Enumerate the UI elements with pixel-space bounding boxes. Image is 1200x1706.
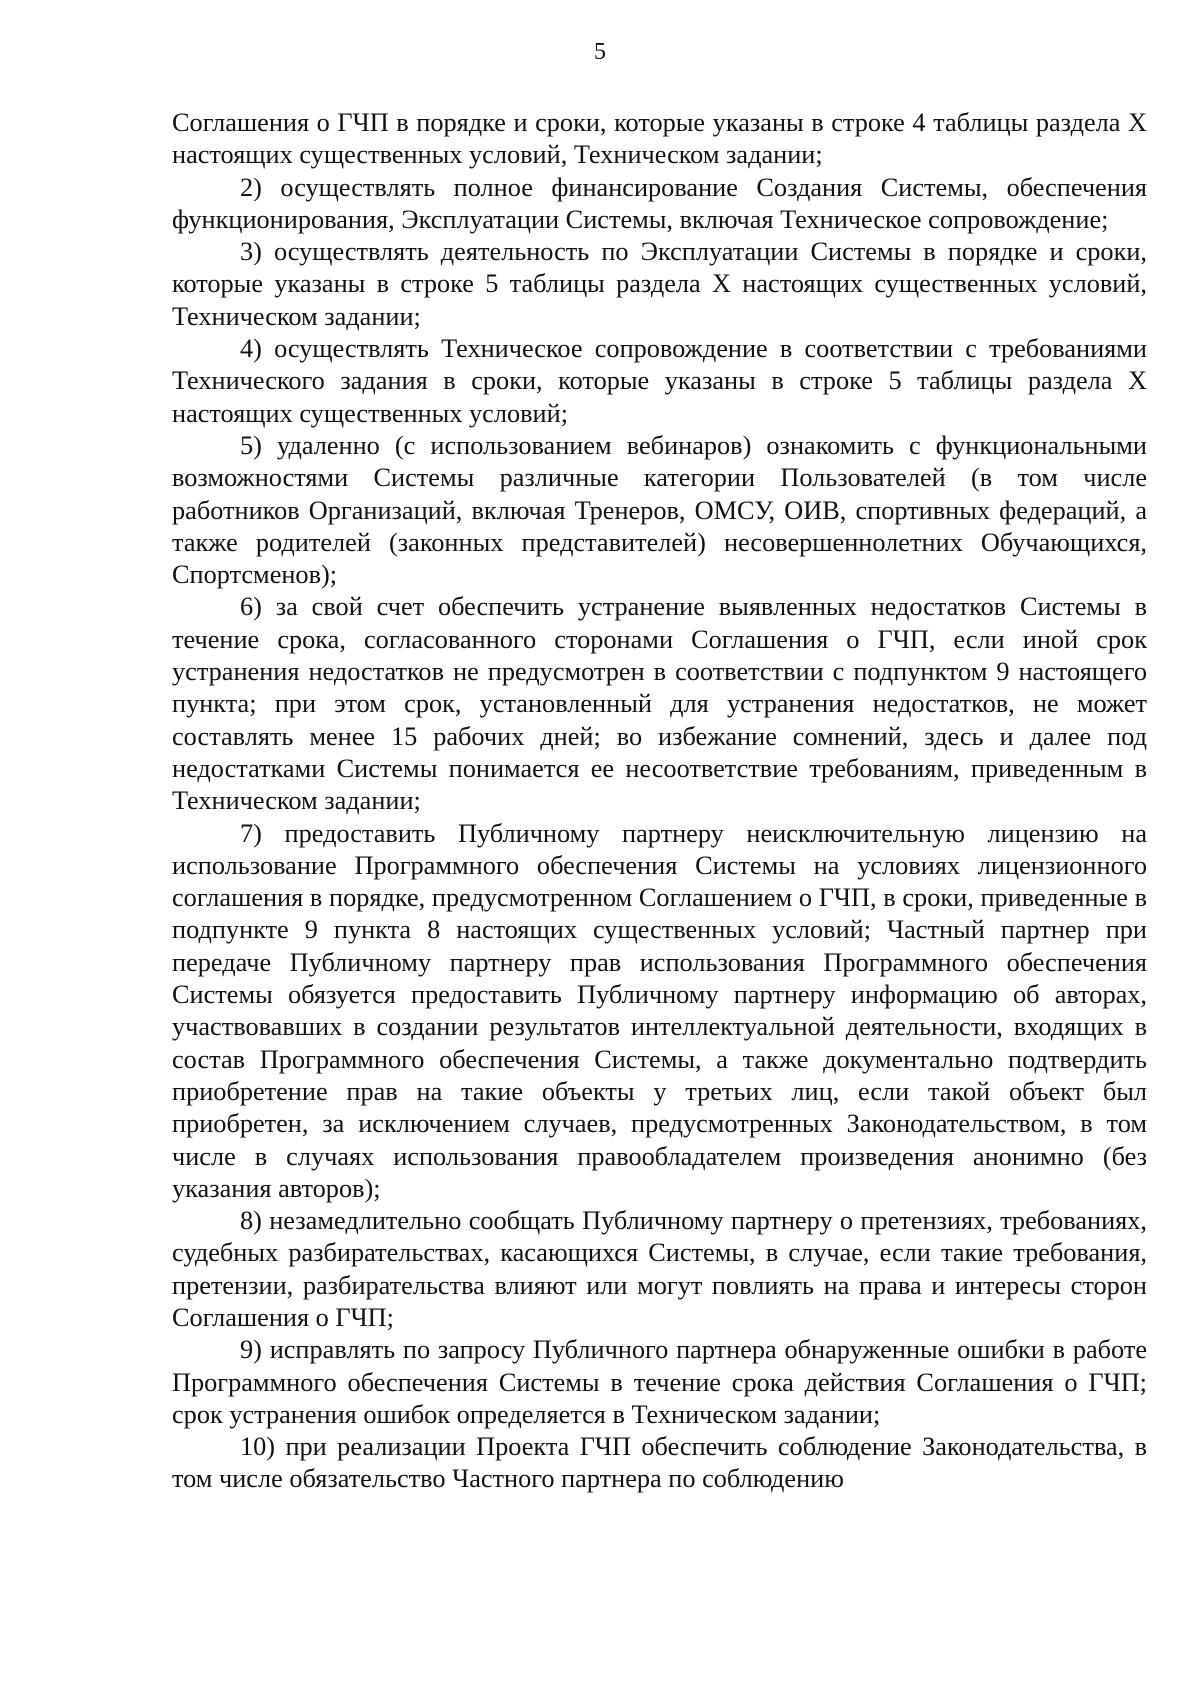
paragraph-continuation: Соглашения о ГЧП в порядке и сроки, которые указаны в строке 4 таблицы раздела X настоящих существенных условий, Техническом задании; [172, 108, 1147, 170]
paragraph-item-10: 10) при реализации Проекта ГЧП обеспечить соблюдение Законодательства, в том числе обязательство Частного партнера по соблюдению [172, 1432, 1147, 1494]
page-number: 5 [594, 39, 606, 65]
paragraph-item-5: 5) удаленно (с использованием вебинаров) ознакомить с функциональными возможностями Системы различные категории Пользователей (в том числе работников Организаций, включая Тренеров, ОМСУ, ОИВ, спортивных федераций, а также родителей (законных представителей) несовершеннолетних Обучающихся, Спортсменов); [172, 430, 1147, 590]
paragraph-item-7: 7) предоставить Публичному партнеру неисключительную лицензию на использование Программного обеспечения Системы на условиях лицензионного соглашения в порядке, предусмотренном Соглашением о ГЧП, в сроки, приведенные в подпункте 9 пункта 8 настоящих существенных условий; Частный партнер при передаче Публичному партнеру прав использования Программного обеспечения Системы обязуется предоставить Публичному партнеру информацию об авторах, участвовавших в создании результатов интеллектуальной деятельности, входящих в состав Программного обеспечения Системы, а также документально подтвердить приобретение прав на такие объекты у третьих лиц, если такой объект был приобретен, за исключением случаев, предусмотренных Законодательством, в том числе в случаях использования правообладателем произведения анонимно (без указания авторов); [172, 818, 1147, 1203]
paragraph-item-4: 4) осуществлять Техническое сопровождение в соответствии с требованиями Технического задания в сроки, которые указаны в строке 5 таблицы раздела X настоящих существенных условий; [172, 334, 1147, 428]
paragraph-item-3: 3) осуществлять деятельность по Эксплуатации Системы в порядке и сроки, которые указаны в строке 5 таблицы раздела X настоящих существенных условий, Техническом задании; [172, 237, 1147, 331]
document-body [172, 107, 1147, 1496]
paragraph-item-9: 9) исправлять по запросу Публичного партнера обнаруженные ошибки в работе Программного обеспечения Системы в течение срока действия Соглашения о ГЧП; срок устранения ошибок определяется в Техническом задании; [172, 1335, 1147, 1429]
paragraph-item-2: 2) осуществлять полное финансирование Создания Системы, обеспечения функционирования, Эксплуатации Системы, включая Техническое сопровождение; [172, 172, 1147, 234]
paragraph-item-8: 8) незамедлительно сообщать Публичному партнеру о претензиях, требованиях, судебных разбирательствах, касающихся Системы, в случае, если такие требования, претензии, разбирательства влияют или могут повлиять на права и интересы сторон Соглашения о ГЧП; [172, 1206, 1147, 1332]
paragraph-item-6: 6) за свой счет обеспечить устранение выявленных недостатков Системы в течение срока, согласованного сторонами Соглашения о ГЧП, если иной срок устранения недостатков не предусмотрен в соответствии с подпунктом 9 настоящего пункта; при этом срок, установленный для устранения недостатков, не может составлять менее 15 рабочих дней; во избежание сомнений, здесь и далее под недостатками Системы понимается ее несоответствие требованиям, приведенным в Техническом задании; [172, 592, 1147, 816]
